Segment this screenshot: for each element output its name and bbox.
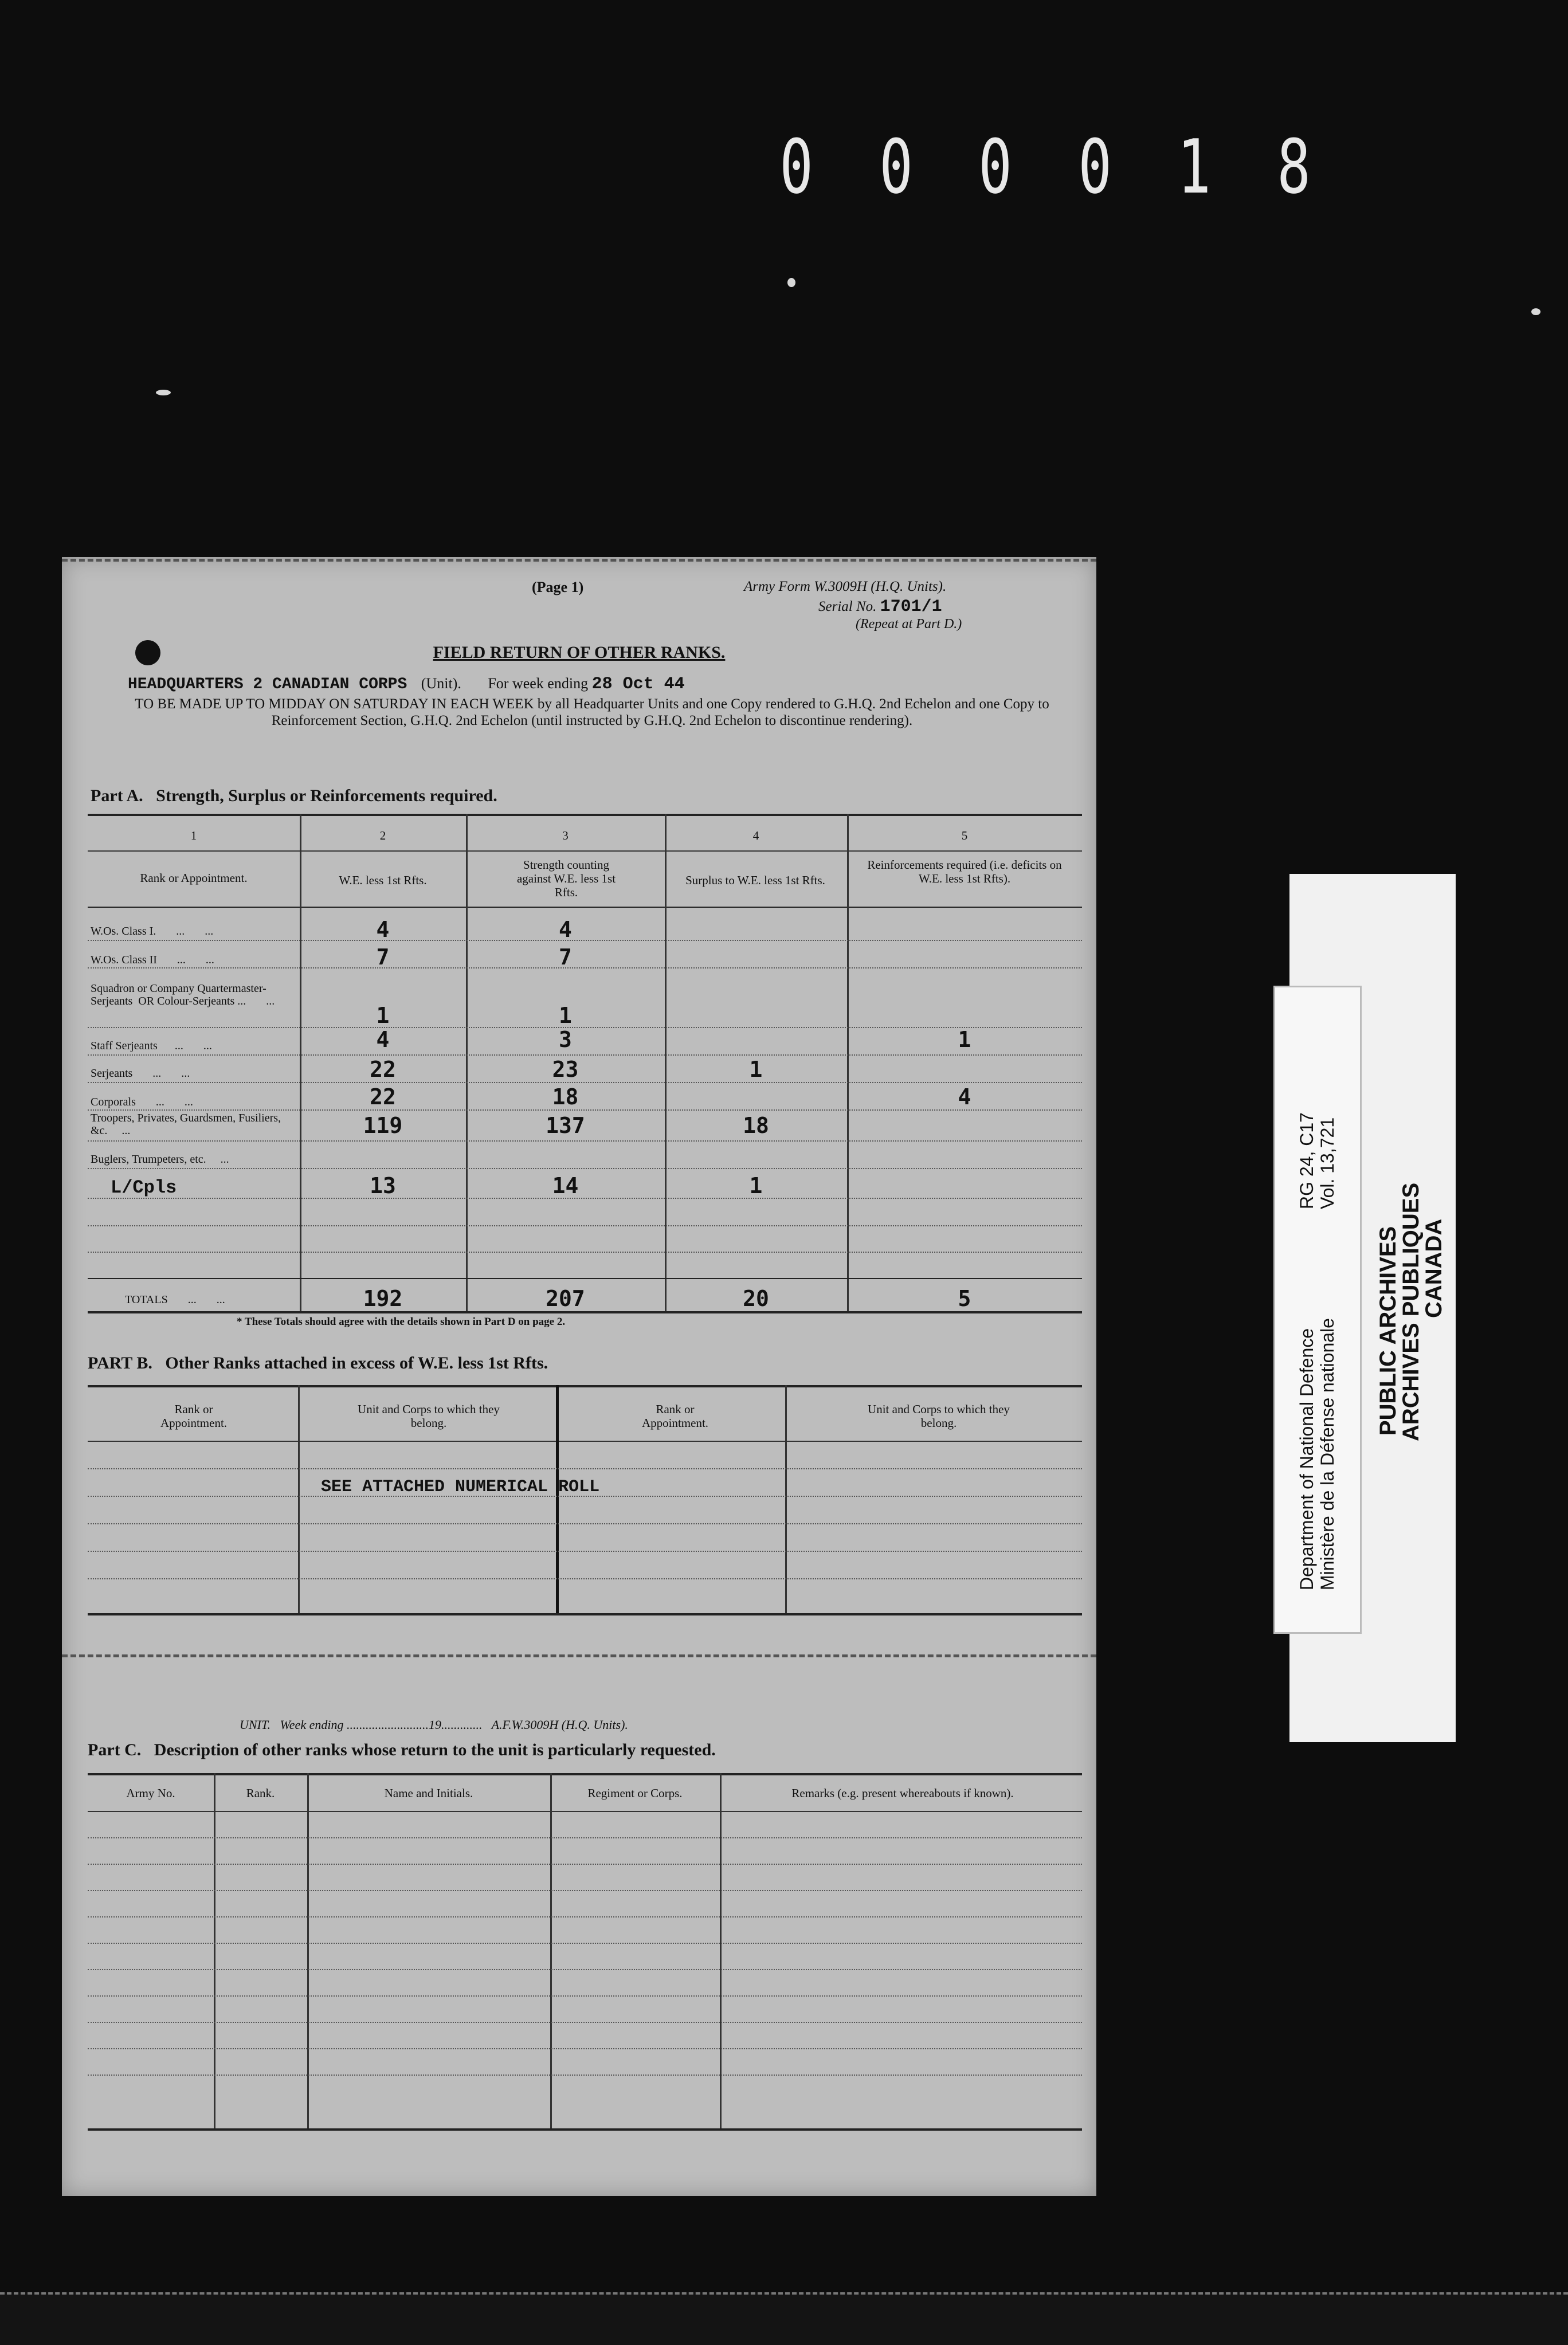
frame-digit: 0 xyxy=(978,123,1014,210)
row-rule xyxy=(88,2075,1082,2076)
col-number: 2 xyxy=(379,829,386,842)
unit-value: HEADQUARTERS 2 CANADIAN CORPS xyxy=(128,676,407,693)
col-header-reinf: Reinforcements required (i.e. deficits on W.E. less 1st Rfts). xyxy=(867,858,1062,885)
part-c-top-rule xyxy=(88,1773,1082,1775)
totals-footnote: * These Totals should agree with the details shown in Part D on page 2. xyxy=(237,1316,566,1328)
col-divider xyxy=(298,1385,300,1614)
row-rule xyxy=(88,1252,1082,1253)
col-header-we: W.E. less 1st Rfts. xyxy=(339,873,427,887)
perforation-middle xyxy=(62,1654,1096,1657)
part-b-col-header: Unit and Corps to which they belong. xyxy=(868,1402,1010,1430)
row-label: Staff Serjeants ... ... xyxy=(91,1040,212,1052)
part-b-col-header: Rank or Appointment. xyxy=(641,1402,709,1430)
row-rule xyxy=(88,1943,1082,1944)
part-c-col-header: Rank. xyxy=(246,1786,275,1800)
volume-reference: Vol. 13,721 xyxy=(1317,1117,1338,1209)
page-number: (Page 1) xyxy=(532,579,584,595)
row-rule xyxy=(88,1140,1082,1142)
part-b-bottom-rule xyxy=(88,1613,1082,1615)
row-rule xyxy=(88,1837,1082,1838)
part-a-heading: Part A. Strength, Surplus or Reinforcements required. xyxy=(91,786,497,805)
cell-we: 7 xyxy=(376,944,390,970)
row-label: Troopers, Privates, Guardsmen, Fusiliers, &c. ... xyxy=(91,1112,284,1137)
row-rule xyxy=(88,1551,1082,1552)
part-a-bottom-rule xyxy=(88,1311,1082,1313)
row-rule xyxy=(88,2022,1082,2023)
row-rule xyxy=(88,1864,1082,1865)
row-rule xyxy=(88,1468,1082,1469)
part-b-col-header: Unit and Corps to which they belong. xyxy=(358,1402,500,1430)
row-label: Serjeants ... ... xyxy=(91,1067,190,1080)
archive-country: CANADA xyxy=(1421,1218,1447,1318)
serial-label: Serial No. xyxy=(818,599,877,614)
cell-strength: 3 xyxy=(559,1027,572,1052)
cell-strength: 1 xyxy=(559,1003,572,1028)
cell-strength: 7 xyxy=(559,944,572,970)
col-number: 5 xyxy=(961,829,968,842)
part-b-col-header: Rank or Appointment. xyxy=(160,1402,228,1430)
frame-digit: 0 xyxy=(779,123,815,210)
cell-we: 4 xyxy=(376,917,390,942)
dust-speck xyxy=(156,390,171,395)
row-label: Buglers, Trumpeters, etc. ... xyxy=(91,1153,229,1166)
form-sheet xyxy=(62,557,1096,2196)
row-rule xyxy=(88,1890,1082,1891)
row-rule xyxy=(88,1916,1082,1917)
part-c-col-header: Remarks (e.g. present whereabouts if known). xyxy=(791,1786,1014,1800)
frame-digit: 0 xyxy=(1077,123,1114,210)
col-divider-bold xyxy=(556,1385,559,1614)
frame-digit: 0 xyxy=(879,123,915,210)
instructions: TO BE MADE UP TO MIDDAY ON SATURDAY IN EACH WEEK by all Headquarter Units and one Copy rendered to G.H.Q. 2nd Echelon and one Copy to Reinforcement Section, G.H.Q. 2nd Echelon (until instructed by G.H.Q. 2nd Echelon to discontinue rendering). xyxy=(135,696,1049,728)
film-edge xyxy=(0,2292,1568,2345)
part-b-header-rule xyxy=(88,1441,1082,1442)
total-surplus: 20 xyxy=(743,1286,769,1311)
frame-digit: 8 xyxy=(1276,123,1312,210)
row-label: Corporals ... ... xyxy=(91,1096,193,1108)
cell-surplus: 18 xyxy=(743,1113,769,1138)
cell-we: 13 xyxy=(370,1173,396,1198)
row-label: W.Os. Class I. ... ... xyxy=(91,925,214,938)
cell-we: 1 xyxy=(376,1003,390,1028)
row-label: Squadron or Company Quartermaster-Serjeants OR Colour-Serjeants ... ... xyxy=(91,982,275,1007)
row-rule xyxy=(88,1082,1082,1083)
cell-we: 22 xyxy=(370,1057,396,1082)
archive-name-fr: ARCHIVES PUBLIQUES xyxy=(1398,1182,1424,1441)
total-we: 192 xyxy=(363,1286,403,1311)
col-header-rank: Rank or Appointment. xyxy=(140,871,248,885)
row-label: L/Cpls xyxy=(111,1177,177,1198)
cell-we: 119 xyxy=(363,1113,403,1138)
cell-strength: 14 xyxy=(552,1173,579,1198)
row-rule xyxy=(88,1168,1082,1169)
part-c-header-rule xyxy=(88,1811,1082,1812)
row-rule xyxy=(88,1523,1082,1524)
cell-surplus: 1 xyxy=(749,1057,763,1082)
rule xyxy=(88,850,1082,852)
repeat-note: (Repeat at Part D.) xyxy=(856,617,962,632)
total-strength: 207 xyxy=(546,1286,585,1311)
dust-speck xyxy=(1531,308,1540,315)
cell-we: 22 xyxy=(370,1084,396,1109)
totals-label: TOTALS ... ... xyxy=(125,1293,225,1306)
col-header-surplus: Surplus to W.E. less 1st Rfts. xyxy=(685,873,825,887)
part-c-bottom-rule xyxy=(88,2128,1082,2131)
cell-strength: 4 xyxy=(559,917,572,942)
rg-reference: RG 24, C17 xyxy=(1296,1112,1317,1209)
frame-number xyxy=(774,123,1318,210)
col-number: 1 xyxy=(190,829,197,842)
perforation-top xyxy=(62,559,1096,562)
totals-top-rule xyxy=(88,1278,1082,1279)
row-rule xyxy=(88,1969,1082,1970)
cell-strength: 137 xyxy=(546,1113,585,1138)
cell-strength: 23 xyxy=(552,1057,579,1082)
row-rule xyxy=(88,1054,1082,1056)
ministere-line: Ministère de la Défense nationale xyxy=(1317,1318,1338,1590)
dust-speck xyxy=(787,278,795,287)
part-b-top-rule xyxy=(88,1385,1082,1387)
col-header-strength: Strength counting against W.E. less 1st Rfts. xyxy=(516,858,616,899)
row-rule xyxy=(88,2048,1082,2049)
row-rule xyxy=(88,1995,1082,1997)
unit-line xyxy=(128,675,685,694)
archive-name-en: PUBLIC ARCHIVES xyxy=(1375,1226,1401,1436)
part-c-col-header: Army No. xyxy=(126,1786,175,1800)
part-c-heading: Part C. Description of other ranks whose return to the unit is particularly requested. xyxy=(88,1740,716,1759)
cell-reinf: 1 xyxy=(958,1027,971,1052)
row-rule xyxy=(88,1109,1082,1111)
row-rule xyxy=(88,1225,1082,1226)
form-title: FIELD RETURN OF OTHER RANKS. xyxy=(433,643,726,662)
part-c-col-header: Name and Initials. xyxy=(384,1786,473,1800)
cell-surplus: 1 xyxy=(749,1173,763,1198)
col-number: 3 xyxy=(562,829,569,842)
department-line: Department of National Defence xyxy=(1296,1328,1317,1590)
part-c-stub-line: UNIT. Week ending ..........................19............. A.F.W.3009H (H.Q. Units). xyxy=(240,1717,628,1732)
part-c-col-header: Regiment or Corps. xyxy=(587,1786,683,1800)
cell-strength: 18 xyxy=(552,1084,579,1109)
attached-roll-note: SEE ATTACHED NUMERICAL ROLL xyxy=(321,1477,600,1497)
part-a-header-rule xyxy=(88,907,1082,908)
week-label: For week ending xyxy=(488,675,589,692)
army-form-label: Army Form W.3009H (H.Q. Units). xyxy=(744,579,947,594)
cell-reinf: 4 xyxy=(958,1084,971,1109)
row-label: W.Os. Class II ... ... xyxy=(91,954,214,966)
week-value: 28 Oct 44 xyxy=(591,675,685,694)
col-divider xyxy=(847,814,849,1312)
cell-we: 4 xyxy=(376,1027,390,1052)
part-b-heading: PART B. Other Ranks attached in excess of W.E. less 1st Rfts. xyxy=(88,1354,548,1373)
part-a-top-rule xyxy=(88,814,1082,816)
serial-value: 1701/1 xyxy=(880,597,942,617)
unit-label: (Unit). xyxy=(421,675,461,692)
frame-digit: 1 xyxy=(1177,123,1213,210)
col-divider xyxy=(785,1385,787,1614)
serial-row xyxy=(818,597,942,617)
col-number: 4 xyxy=(752,829,759,842)
row-rule xyxy=(88,1578,1082,1579)
total-reinf: 5 xyxy=(958,1286,971,1311)
